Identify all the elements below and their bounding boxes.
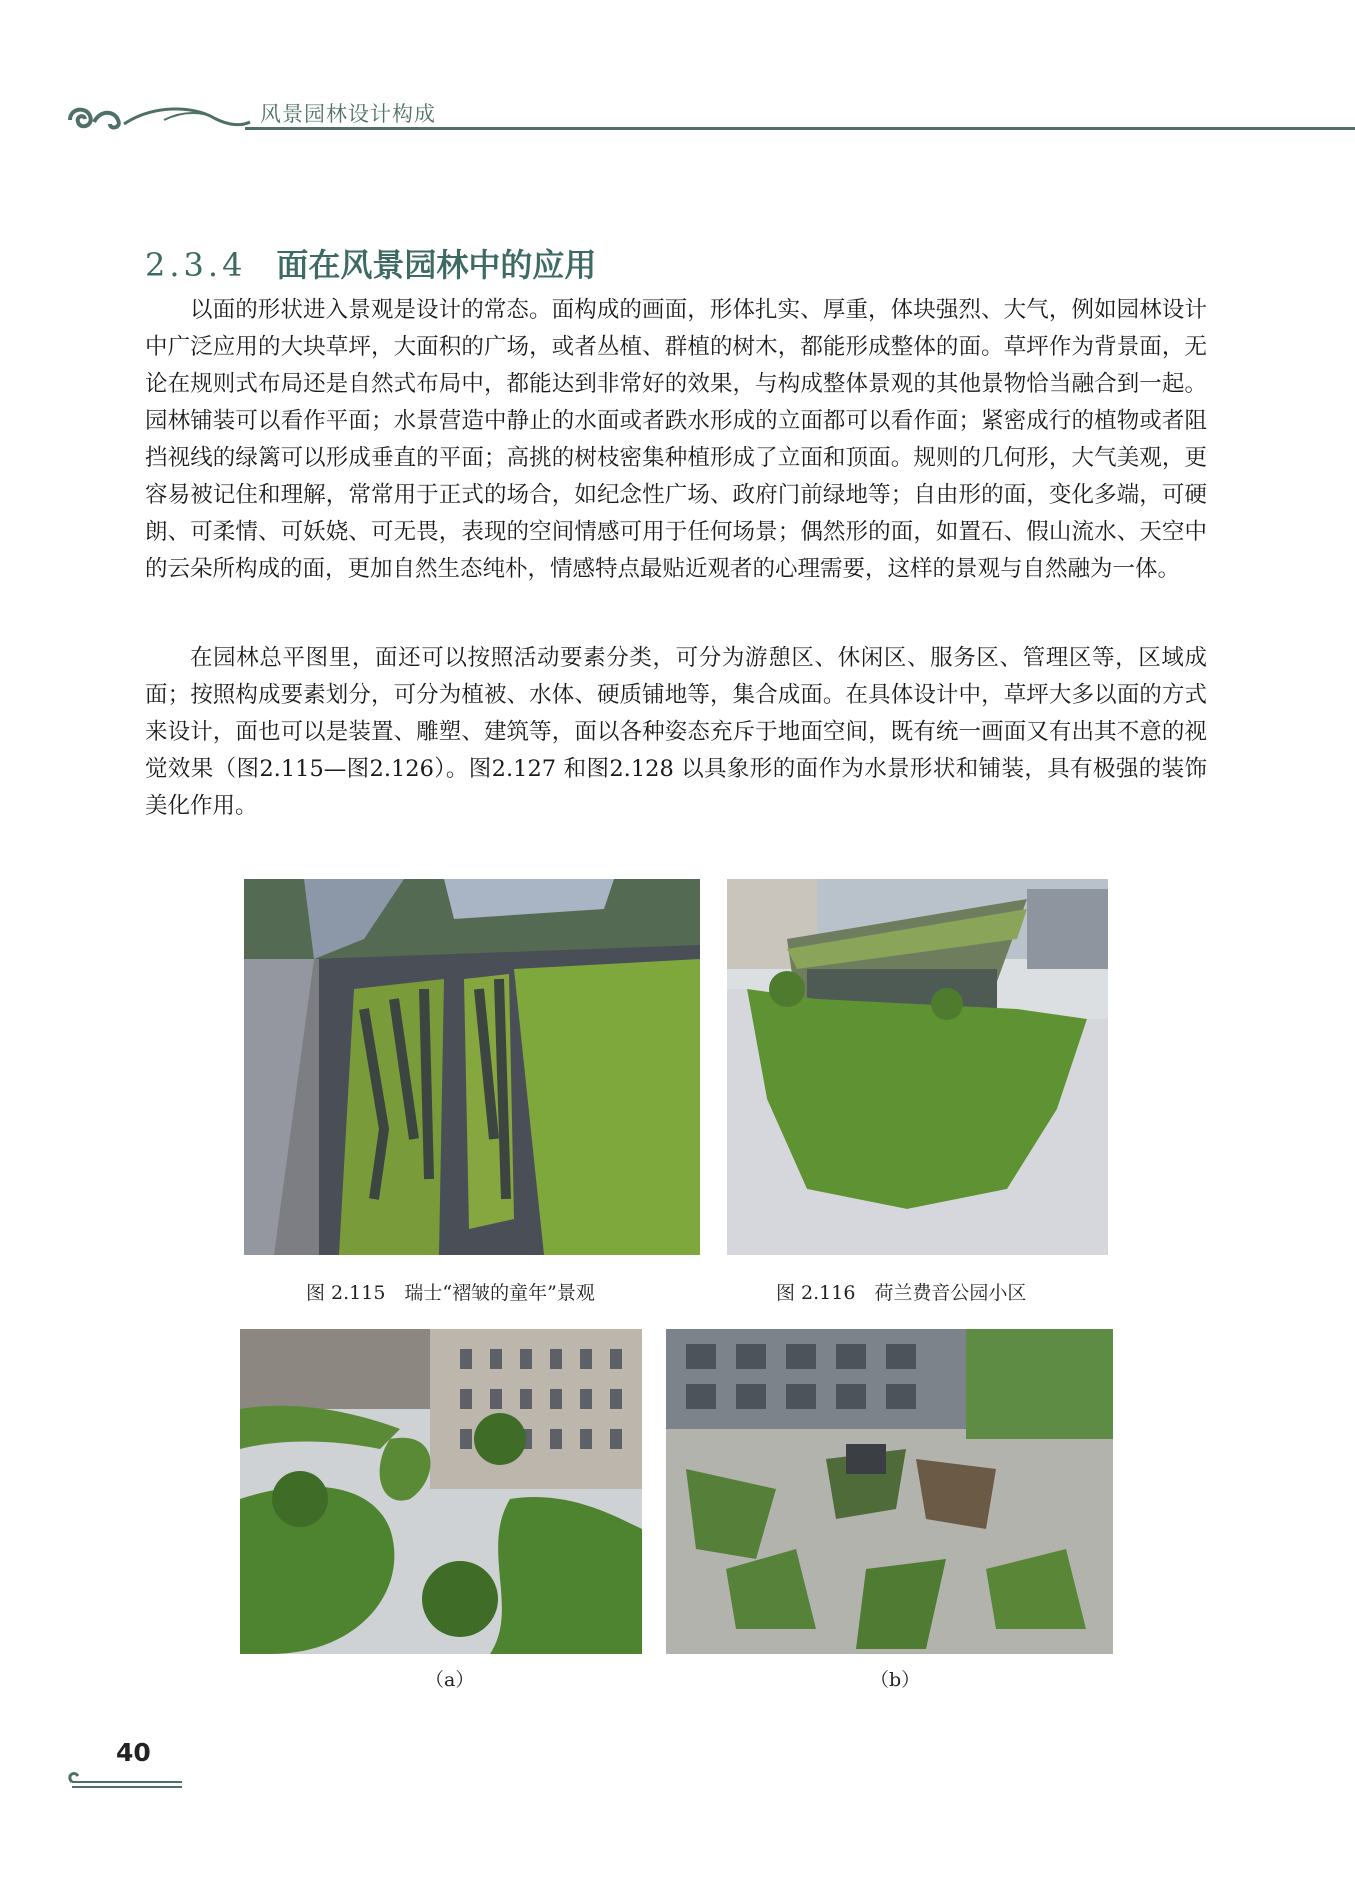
page-number: 40 <box>116 1738 151 1767</box>
body-paragraph-2: 在园林总平图里，面还可以按照活动要素分类，可分为游憩区、休闲区、服务区、管理区等，区域成面；按照构成要素划分，可分为植被、水体、硬质铺地等，集合成面。在具体设计中，草坪大多以面的方式来设计，面也可以是装置、雕塑、建筑等，面以各种姿态充斥于地面空间，既有统一画面又有出其不意的视觉效果（图2.115—图2.126）。图2.127 和图2.128 以具象形的面作为水景形状和铺装，具有极强的装饰美化作用。 <box>145 645 1207 819</box>
section-heading <box>145 240 596 286</box>
body-paragraph-1: 以面的形状进入景观是设计的常态。面构成的画面，形体扎实、厚重，体块强烈、大气，例如园林设计中广泛应用的大块草坪，大面积的广场，或者丛植、群植的树木，都能形成整体的面。草坪作为背景面，无论在规则式布局还是自然式布局中，都能达到非常好的效果，与构成整体景观的其他景物恰当融合到一起。园林铺装可以看作平面；水景营造中静止的水面或者跌水形成的立面都可以看作面；紧密成行的植物或者阻挡视线的绿篱可以形成垂直的平面；高挑的树枝密集种植形成了立面和顶面。规则的几何形，大气美观，更容易被记住和理解，常常用于正式的场合，如纪念性广场、政府门前绿地等；自由形的面，变化多端，可硬朗、可柔情、可妖娆、可无畏，表现的空间情感可用于任何场景；偶然形的面，如置石、假山流水、天空中的云朵所构成的面，更加自然生态纯朴，情感特点最贴近观者的心理需要，这样的景观与自然融为一体。 <box>145 297 1207 582</box>
section-title: 面在风景园林中的应用 <box>276 246 597 284</box>
running-title: 风景园林设计构成 <box>260 102 436 126</box>
figure-2-115-photo <box>244 879 700 1255</box>
page-header <box>0 90 1355 150</box>
figure-2-116-caption: 图 2.116 荷兰费音公园小区 <box>776 1282 1027 1304</box>
figure-a-caption: （a） <box>425 1669 475 1691</box>
scroll-ornament-icon <box>64 98 254 138</box>
figure-b-photo <box>666 1329 1113 1654</box>
figure-b-caption: （b） <box>870 1669 921 1691</box>
header-rule <box>245 127 1355 130</box>
section-number: 2.3.4 <box>145 246 247 284</box>
figure-a-photo <box>240 1329 642 1654</box>
figure-2-116-photo <box>727 879 1108 1255</box>
footer-ornament-icon <box>64 1768 184 1792</box>
figure-2-115-caption: 图 2.115 瑞士“褶皱的童年”景观 <box>306 1282 595 1304</box>
